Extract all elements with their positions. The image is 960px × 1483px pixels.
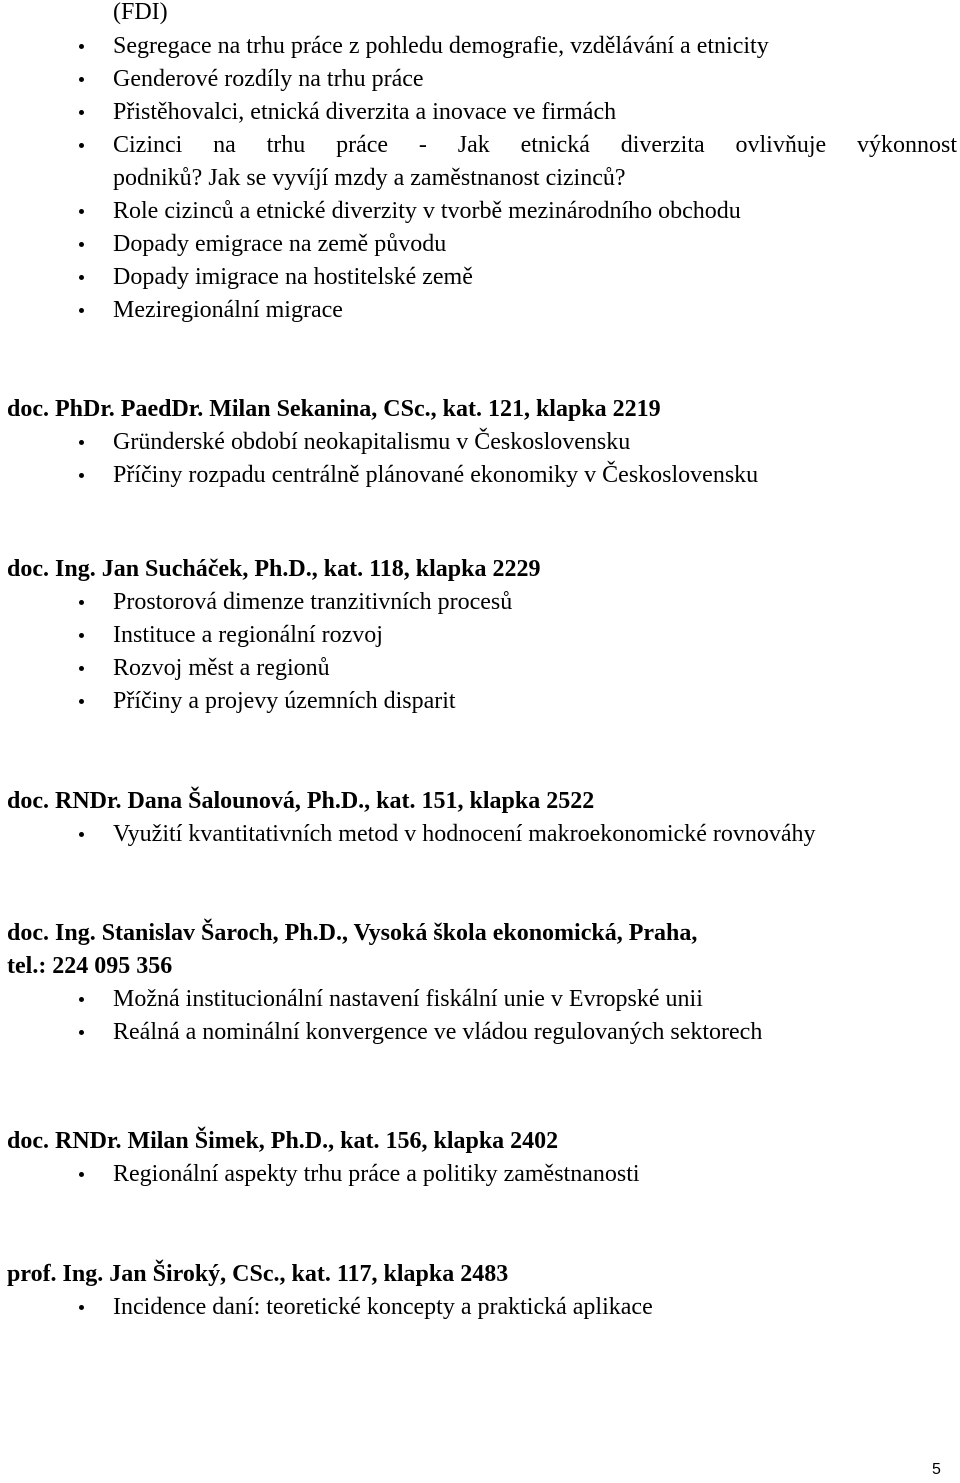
supervisor-heading: prof. Ing. Jan Široký, CSc., kat. 117, klapka 2483 (7, 1261, 509, 1287)
supervisor-phone: tel.: 224 095 356 (7, 953, 173, 979)
bullet-icon (79, 699, 84, 704)
bullet-icon (79, 110, 84, 115)
list-item: Instituce a regionální rozvoj (113, 622, 383, 648)
list-item: Rozvoj měst a regionů (113, 655, 330, 681)
list-item: Příčiny a projevy územních disparit (113, 688, 456, 714)
supervisor-heading: doc. RNDr. Dana Šalounová, Ph.D., kat. 151, klapka 2522 (7, 788, 595, 814)
supervisor-heading: doc. PhDr. PaedDr. Milan Sekanina, CSc., kat. 121, klapka 2219 (7, 396, 661, 422)
list-item: Regionální aspekty trhu práce a politiky zaměstnanosti (113, 1161, 640, 1187)
list-item: Přistěhovalci, etnická diverzita a inovace ve firmách (113, 99, 617, 125)
list-item: Reálná a nominální konvergence ve vládou regulovaných sektorech (113, 1019, 763, 1045)
page-number: 5 (932, 1461, 941, 1478)
list-item: Role cizinců a etnické diverzity v tvorbě mezinárodního obchodu (113, 198, 741, 224)
fdi-fragment: (FDI) (113, 0, 168, 25)
bullet-icon (79, 600, 84, 605)
bullet-icon (79, 308, 84, 313)
supervisor-heading: doc. Ing. Stanislav Šaroch, Ph.D., Vysoká škola ekonomická, Praha, (7, 920, 698, 946)
bullet-icon (79, 242, 84, 247)
list-item: Segregace na trhu práce z pohledu demografie, vzdělávání a etnicity (113, 33, 769, 59)
list-item: Dopady emigrace na země původu (113, 231, 447, 257)
bullet-icon (79, 1030, 84, 1035)
bullet-icon (79, 633, 84, 638)
bullet-icon (79, 1172, 84, 1177)
list-item: Příčiny rozpadu centrálně plánované ekonomiky v Československu (113, 462, 759, 488)
list-item: Incidence daní: teoretické koncepty a praktická aplikace (113, 1294, 653, 1320)
list-item: Cizinci na trhu práce - Jak etnická diverzita ovlivňuje výkonnost (113, 132, 957, 158)
list-item: Možná institucionální nastavení fiskální unie v Evropské unii (113, 986, 703, 1012)
bullet-icon (79, 143, 84, 148)
bullet-icon (79, 997, 84, 1002)
bullet-icon (79, 1305, 84, 1310)
list-item: Prostorová dimenze tranzitivních procesů (113, 589, 513, 615)
list-item: Dopady imigrace na hostitelské země (113, 264, 473, 290)
bullet-icon (79, 77, 84, 82)
bullet-icon (79, 666, 84, 671)
bullet-icon (79, 440, 84, 445)
list-item: Využití kvantitativních metod v hodnocení makroekonomické rovnováhy (113, 821, 816, 847)
supervisor-heading: doc. RNDr. Milan Šimek, Ph.D., kat. 156, klapka 2402 (7, 1128, 559, 1154)
bullet-icon (79, 209, 84, 214)
supervisor-heading: doc. Ing. Jan Sucháček, Ph.D., kat. 118, klapka 2229 (7, 556, 541, 582)
bullet-icon (79, 44, 84, 49)
list-item-continuation: podniků? Jak se vyvíjí mzdy a zaměstnanost cizinců? (113, 165, 626, 191)
bullet-icon (79, 275, 84, 280)
list-item: Meziregionální migrace (113, 297, 343, 323)
bullet-icon (79, 832, 84, 837)
list-item: Gründerské období neokapitalismu v Československu (113, 429, 631, 455)
bullet-icon (79, 473, 84, 478)
list-item: Genderové rozdíly na trhu práce (113, 66, 424, 92)
